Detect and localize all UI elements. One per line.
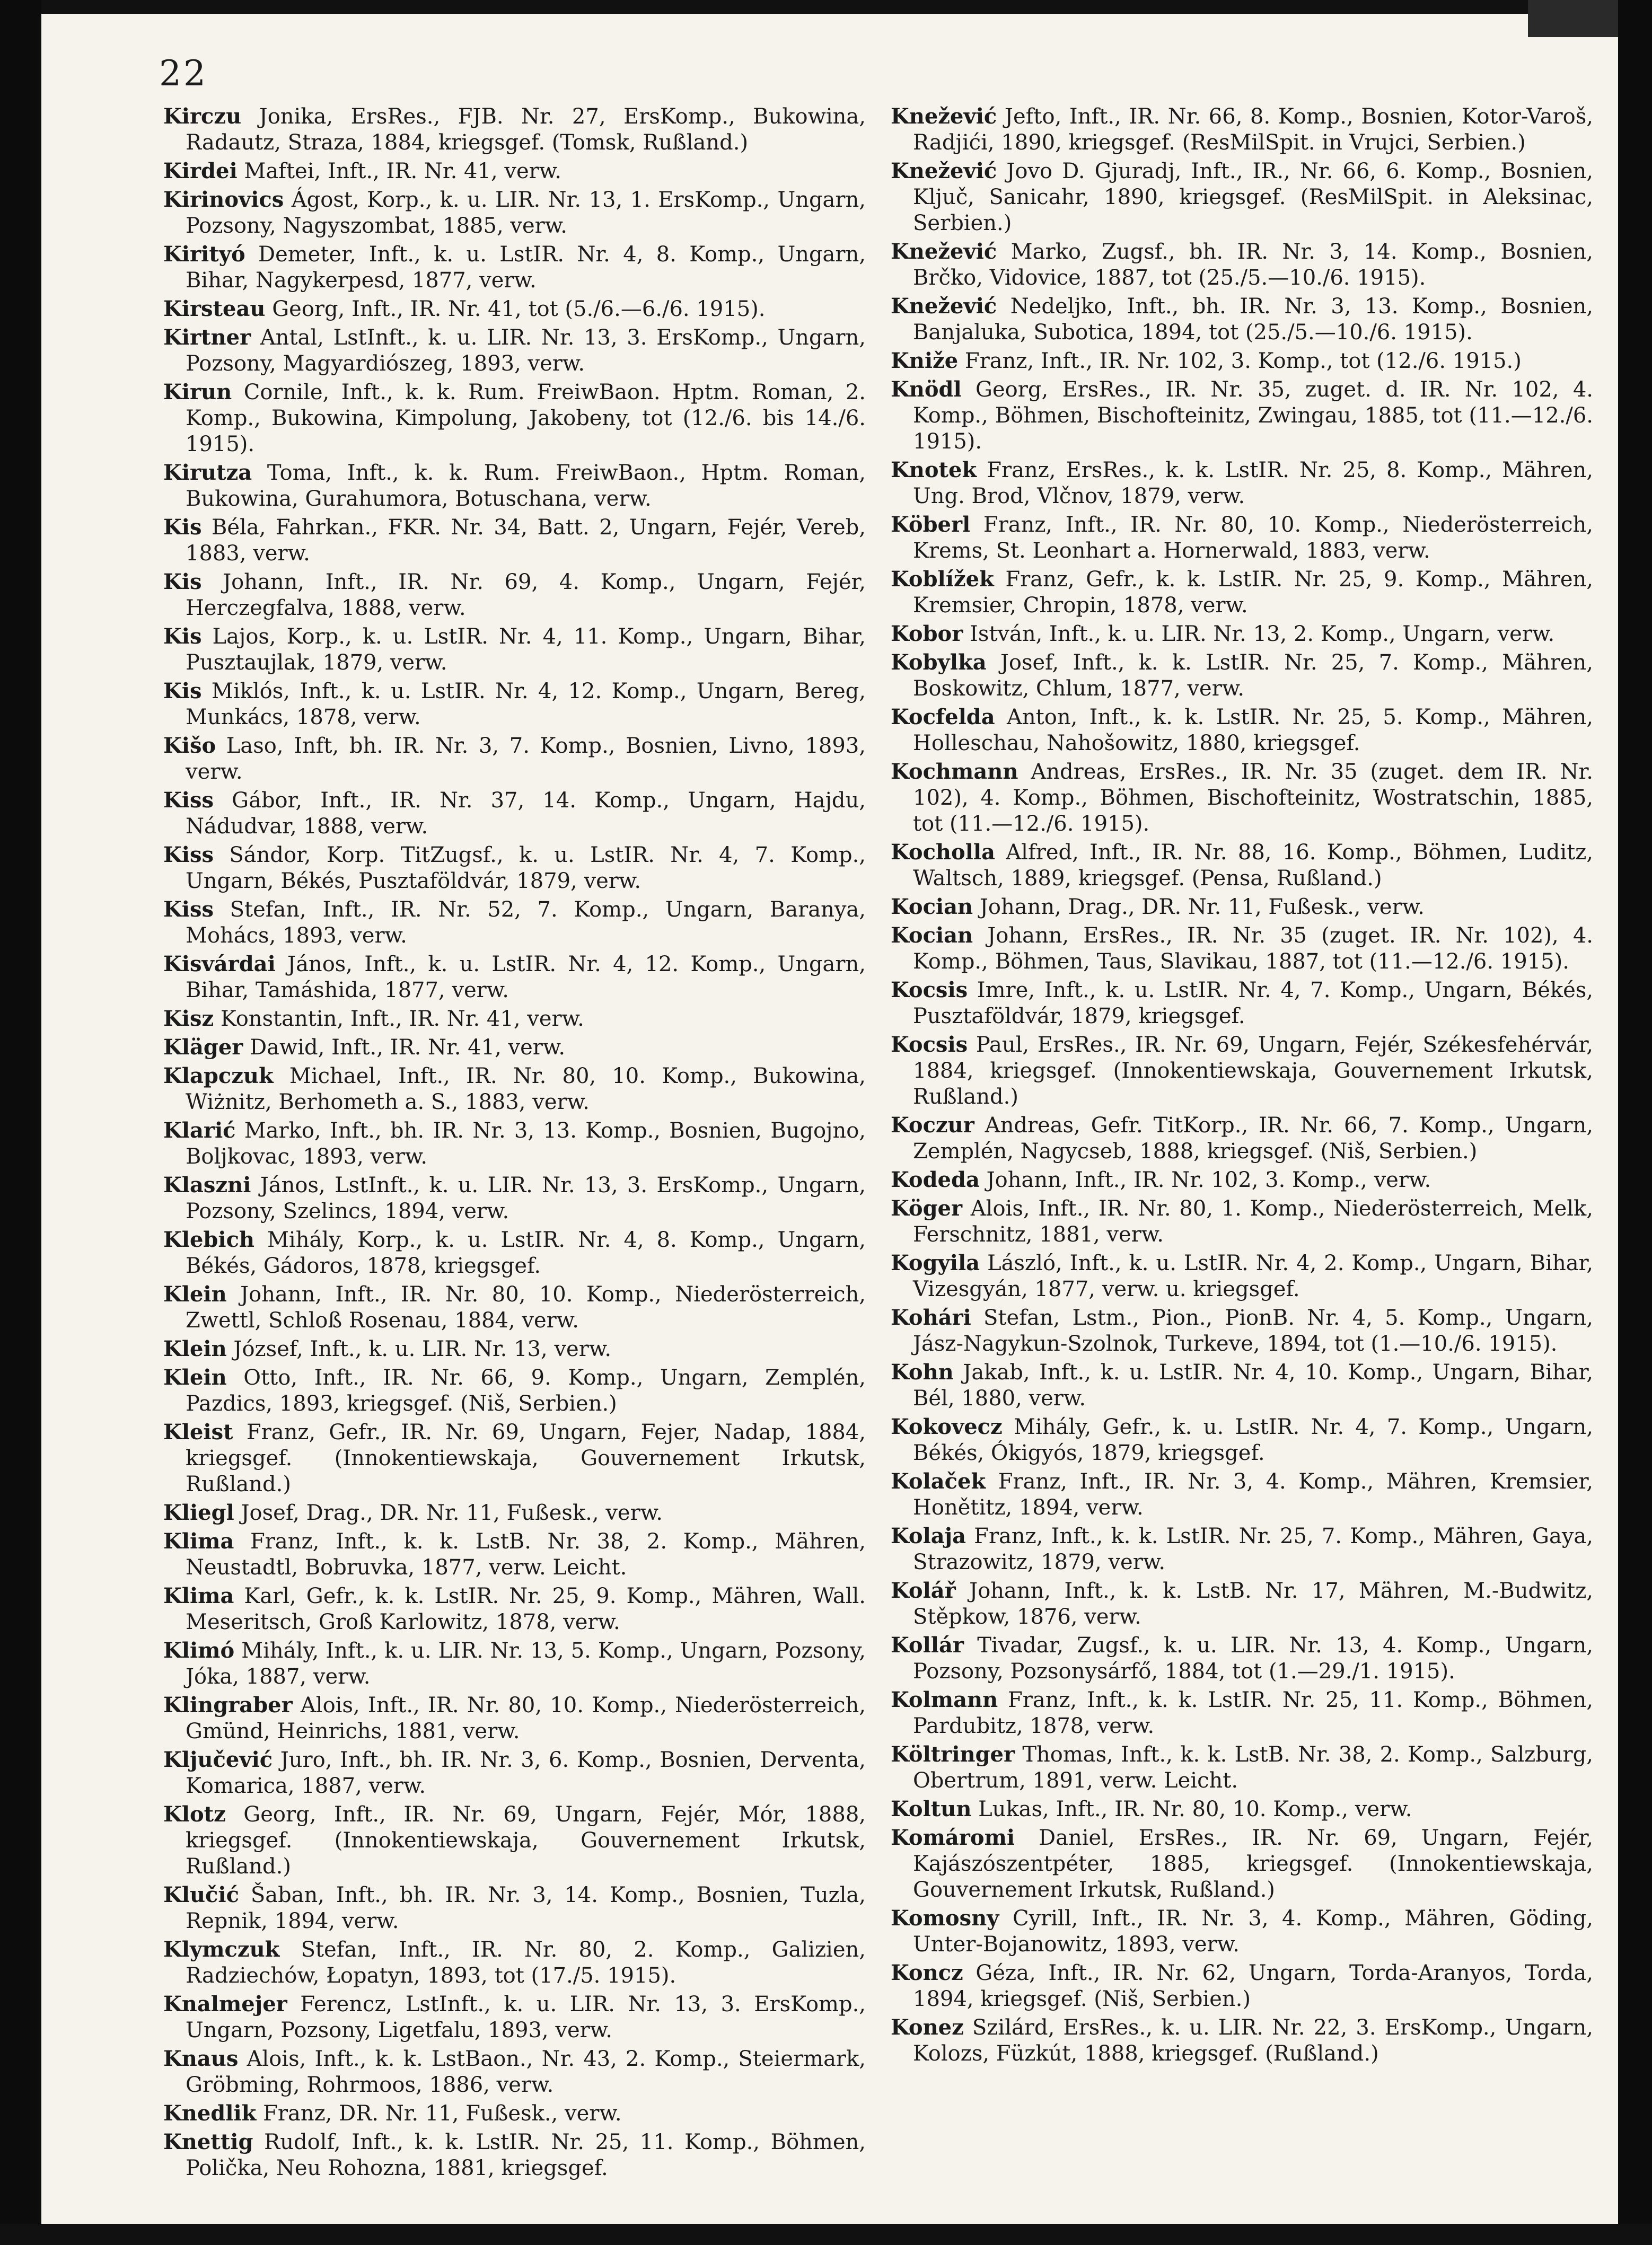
entry-details: Maftei, Inft., IR. Nr. 41, verw. (237, 159, 561, 183)
entry-surname: Kišo (163, 733, 216, 758)
entry-details: Franz, Inft., k. k. LstIR. Nr. 25, 11. Komp., Böhmen, Pardubitz, 1878, verw. (913, 1688, 1593, 1738)
entry-surname: Kirutza (163, 460, 252, 485)
entry-surname: Kollár (891, 1633, 964, 1658)
entry-surname: Kolář (891, 1578, 956, 1603)
entry-surname: Klotz (163, 1802, 226, 1827)
entry-details: Toma, Inft., k. k. Rum. FreiwBaon., Hptm. Roman, Bukowina, Gurahumora, Botuschana, verw. (186, 461, 866, 511)
entry-details: Johann, Inft., IR. Nr. 80, 10. Komp., Niederösterreich, Zwettl, Schloß Rosenau, 1884, verw. (186, 1282, 866, 1333)
entry-surname: Kogyila (891, 1251, 980, 1275)
entry-details: Mihály, Gefr., k. u. LstIR. Nr. 4, 7. Komp., Ungarn, Békés, Ókigyós, 1879, kriegsgef. (913, 1415, 1593, 1465)
entry-surname: Kiss (163, 788, 214, 813)
entry-details: Tivadar, Zugsf., k. u. LIR. Nr. 13, 4. Komp., Ungarn, Pozsony, Pozsonysárfő, 1884, tot (1.—29./1. 1915). (913, 1633, 1593, 1684)
entry-surname: Knotek (891, 457, 977, 482)
scan-border-right (1618, 0, 1652, 2245)
register-entry (891, 1468, 1593, 1521)
register-entry (163, 623, 866, 676)
register-entry (163, 678, 866, 730)
register-entry (891, 1359, 1593, 1412)
register-entry (163, 1583, 866, 1635)
entry-surname: Klaszni (163, 1173, 251, 1198)
entry-surname: Kocian (891, 894, 973, 919)
entry-surname: Klebich (163, 1227, 255, 1252)
entry-details: Cornile, Inft., k. k. Rum. FreiwBaon. Hptm. Roman, 2. Komp., Bukowina, Kimpolung, Jakobeny, tot (12./6. bis 14./6. 1915). (186, 380, 866, 456)
entry-details: Marko, Inft., bh. IR. Nr. 3, 13. Komp., Bosnien, Bugojno, Boljkovac, 1893, verw. (186, 1119, 866, 1169)
page-number: 22 (159, 53, 208, 94)
entry-details: Georg, ErsRes., IR. Nr. 35, zuget. d. IR. Nr. 102, 4. Komp., Böhmen, Bischofteinitz, Zwingau, 1885, tot (11.—12./6. 1915). (913, 377, 1593, 454)
register-entry (891, 293, 1593, 346)
entry-details: Demeter, Inft., k. u. LstIR. Nr. 4, 8. Komp., Ungarn, Bihar, Nagykerpesd, 1877, verw. (186, 242, 866, 293)
entry-surname: Kis (163, 679, 202, 703)
register-entry (163, 1528, 866, 1581)
register-entry (163, 787, 866, 840)
register-entry (891, 977, 1593, 1029)
entry-surname: Kohári (891, 1305, 971, 1330)
entry-surname: Kliegl (163, 1500, 234, 1525)
register-entry (163, 733, 866, 785)
register-entry (163, 2046, 866, 2098)
entry-surname: Klima (163, 1583, 234, 1608)
register-entry (163, 2129, 866, 2181)
entry-surname: Koncz (891, 1960, 963, 1985)
entry-surname: Kleist (163, 1420, 233, 1445)
register-entry (891, 158, 1593, 236)
entry-details: Paul, ErsRes., IR. Nr. 69, Ungarn, Fejér, Székesfehérvár, 1884, kriegsgef. (Innokentiewskaja, Gouvernement Irkutsk, Rußland.) (913, 1033, 1593, 1109)
register-entry (163, 460, 866, 512)
entry-surname: Kirinovics (163, 187, 284, 212)
register-entry (891, 1523, 1593, 1575)
register-entry (891, 1960, 1593, 2012)
entry-details: Georg, Inft., IR. Nr. 69, Ungarn, Fejér, Mór, 1888, kriegsgef. (Innokentiewskaja, Gouvernement Irkutsk, Rußland.) (186, 1802, 866, 1879)
entry-details: Mihály, Korp., k. u. LstIR. Nr. 4, 8. Komp., Ungarn, Békés, Gádoros, 1878, kriegsgef. (186, 1228, 866, 1278)
register-entry (891, 1195, 1593, 1248)
register-entry (891, 376, 1593, 455)
register-entry (891, 1305, 1593, 1357)
entry-surname: Kobor (891, 621, 963, 646)
entry-details: Stefan, Inft., IR. Nr. 52, 7. Komp., Ungarn, Baranya, Mohács, 1893, verw. (186, 897, 866, 948)
register-entry (891, 922, 1593, 975)
register-entry (163, 158, 866, 184)
register-entry (891, 348, 1593, 374)
entry-details: Miklós, Inft., k. u. LstIR. Nr. 4, 12. Komp., Ungarn, Bereg, Munkács, 1878, verw. (186, 679, 866, 729)
entry-surname: Klapczuk (163, 1063, 274, 1088)
entry-surname: Kisvárdai (163, 952, 276, 976)
entry-surname: Klučić (163, 1882, 239, 1907)
entry-details: Antal, LstInft., k. u. LIR. Nr. 13, 3. ErsKomp., Ungarn, Pozsony, Magyardiószeg, 1893, verw. (186, 325, 866, 376)
register-entry (163, 1936, 866, 1989)
entry-surname: Kläger (163, 1035, 243, 1060)
register-entry (891, 566, 1593, 619)
entry-details: Mihály, Inft., k. u. LIR. Nr. 13, 5. Komp., Ungarn, Pozsony, Jóka, 1887, verw. (186, 1639, 866, 1689)
entry-surname: Kolaja (891, 1524, 966, 1548)
entry-surname: Knežević (891, 294, 997, 319)
entry-surname: Klima (163, 1529, 234, 1554)
register-entry (163, 514, 866, 567)
register-entry (163, 1006, 866, 1032)
register-entry (891, 1250, 1593, 1302)
entry-details: Lukas, Inft., IR. Nr. 80, 10. Komp., verw. (971, 1797, 1412, 1821)
entry-details: Georg, Inft., IR. Nr. 41, tot (5./6.—6./6. 1915). (265, 297, 766, 321)
register-entry (891, 1167, 1593, 1193)
register-entry (163, 1281, 866, 1334)
entry-surname: Kirsteau (163, 296, 266, 321)
register-entry (163, 1692, 866, 1745)
entry-details: Otto, Inft., IR. Nr. 66, 9. Komp., Ungarn, Zemplén, Pazdics, 1893, kriegsgef. (Niš, Serbien.) (186, 1366, 866, 1416)
entry-surname: Klein (163, 1282, 227, 1307)
entry-details: Johann, Drag., DR. Nr. 11, Fußesk., verw. (973, 895, 1425, 919)
entry-surname: Kocsis (891, 1032, 968, 1057)
entry-surname: Kniže (891, 348, 959, 373)
entry-surname: Kisz (163, 1006, 214, 1031)
entry-surname: Klimó (163, 1638, 235, 1663)
entry-surname: Kodeda (891, 1167, 980, 1192)
entry-details: Johann, Inft., IR. Nr. 102, 3. Komp., verw. (979, 1168, 1431, 1192)
entry-surname: Komáromi (891, 1825, 1015, 1850)
entry-details: Franz, Gefr., k. k. LstIR. Nr. 25, 9. Komp., Mähren, Kremsier, Chropin, 1878, verw. (913, 567, 1593, 618)
register-entry (163, 1637, 866, 1690)
entry-details: Franz, Inft., IR. Nr. 3, 4. Komp., Mähren, Kremsier, Honětitz, 1894, verw. (913, 1469, 1593, 1520)
entry-details: Franz, Inft., IR. Nr. 80, 10. Komp., Niederösterreich, Krems, St. Leonhart a. Hornerwald, 1883, verw. (913, 513, 1593, 563)
entry-surname: Klein (163, 1336, 227, 1361)
register-entry (891, 1687, 1593, 1739)
entry-surname: Kobylka (891, 650, 987, 675)
entry-surname: Knežević (891, 159, 997, 183)
entry-details: Daniel, ErsRes., IR. Nr. 69, Ungarn, Fejér, Kajászószentpéter, 1885, kriegsgef. (Innokentiewskaja, Gouvernement Irkutsk, Rußland.) (913, 1826, 1593, 1902)
entry-surname: Knežević (891, 239, 997, 264)
entry-details: Marko, Zugsf., bh. IR. Nr. 3, 14. Komp., Bosnien, Brčko, Vidovice, 1887, tot (25./5.—10./6. 1915). (913, 240, 1593, 290)
entry-details: Jefto, Inft., IR. Nr. 66, 8. Komp., Bosnien, Kotor-Varoš, Radjići, 1890, kriegsgef. (ResMilSpit. in Vrujci, Serbien.) (913, 104, 1593, 155)
entry-surname: Koczur (891, 1113, 974, 1138)
register-entry (891, 103, 1593, 156)
entry-surname: Köberl (891, 512, 971, 537)
entry-surname: Kocsis (891, 978, 968, 1002)
register-entry (163, 1034, 866, 1061)
register-entry (163, 1882, 866, 1934)
entry-surname: Klymczuk (163, 1937, 280, 1962)
register-entry (163, 1227, 866, 1279)
right-column (891, 103, 1593, 2069)
entry-details: Ferencz, LstInft., k. u. LIR. Nr. 13, 3. ErsKomp., Ungarn, Pozsony, Ligetfalu, 1893, verw. (186, 1992, 866, 2042)
entry-details: Sándor, Korp. TitZugsf., k. u. LstIR. Nr. 4, 7. Komp., Ungarn, Békés, Pusztaföldvár, 1879, verw. (186, 843, 866, 893)
entry-surname: Kiss (163, 842, 214, 867)
register-entry (163, 1500, 866, 1526)
register-entry (891, 1796, 1593, 1823)
scan-border-top (0, 0, 1652, 14)
register-entry (163, 1172, 866, 1225)
entry-details: Ágost, Korp., k. u. LIR. Nr. 13, 1. ErsKomp., Ungarn, Pozsony, Nagyszombat, 1885, verw. (186, 188, 866, 238)
entry-details: Juro, Inft., bh. IR. Nr. 3, 6. Komp., Bosnien, Derventa, Komarica, 1887, verw. (186, 1748, 866, 1798)
entry-details: László, Inft., k. u. LstIR. Nr. 4, 2. Komp., Ungarn, Bihar, Vizesgyán, 1877, verw. u. kriegsgef. (913, 1251, 1593, 1301)
entry-surname: Konez (891, 2015, 964, 2040)
entry-details: Nedeljko, Inft., bh. IR. Nr. 3, 13. Komp., Bosnien, Banjaluka, Subotica, 1894, tot (25./5.—10./6. 1915). (913, 294, 1593, 345)
register-entry (891, 1578, 1593, 1630)
register-entry (891, 1905, 1593, 1958)
entry-surname: Klein (163, 1365, 227, 1390)
register-entry (891, 759, 1593, 837)
entry-details: Johann, Inft., k. k. LstB. Nr. 17, Mähren, M.-Budwitz, Stěpkow, 1876, verw. (913, 1579, 1593, 1629)
register-entry (891, 1032, 1593, 1110)
register-entry (891, 621, 1593, 647)
entry-details: Franz, Gefr., IR. Nr. 69, Ungarn, Fejer, Nadap, 1884, kriegsgef. (Innokentiewskaja, Gouvernement Irkutsk, Rußland.) (186, 1420, 866, 1496)
entry-details: Alois, Inft., IR. Nr. 80, 1. Komp., Niederösterreich, Melk, Ferschnitz, 1881, verw. (913, 1196, 1593, 1247)
entry-details: Franz, Inft., IR. Nr. 102, 3. Komp., tot (12./6. 1915.) (958, 349, 1522, 373)
entry-surname: Kocfelda (891, 705, 995, 729)
entry-details: Laso, Inft, bh. IR. Nr. 3, 7. Komp., Bosnien, Livno, 1893, verw. (186, 734, 866, 784)
register-entry (163, 379, 866, 457)
entry-details: Jonika, ErsRes., FJB. Nr. 27, ErsKomp., Bukowina, Radautz, Straza, 1884, kriegsgef. (Tomsk, Rußland.) (186, 104, 866, 155)
entry-details: Franz, Inft., k. k. LstB. Nr. 38, 2. Komp., Mähren, Neustadtl, Bobruvka, 1877, verw. Leicht. (186, 1529, 866, 1580)
register-entry (163, 1419, 866, 1498)
entry-details: Anton, Inft., k. k. LstIR. Nr. 25, 5. Komp., Mähren, Holleschau, Nahošowitz, 1880, kriegsgef. (913, 705, 1593, 755)
entry-surname: Kirun (163, 380, 232, 404)
register-entry (891, 649, 1593, 702)
entry-surname: Knežević (891, 104, 997, 129)
register-entry (163, 241, 866, 294)
register-entry (163, 1117, 866, 1170)
entry-surname: Knedlik (163, 2101, 257, 2126)
entry-details: Béla, Fahrkan., FKR. Nr. 34, Batt. 2, Ungarn, Fejér, Vereb, 1883, verw. (186, 515, 866, 566)
register-entry (163, 842, 866, 894)
entry-details: Imre, Inft., k. u. LstIR. Nr. 4, 7. Komp., Ungarn, Békés, Pusztaföldvár, 1879, kriegsgef. (913, 978, 1593, 1028)
entry-surname: Kis (163, 569, 202, 594)
register-entry (163, 1747, 866, 1799)
register-entry (163, 2100, 866, 2127)
register-entry (163, 296, 866, 322)
register-entry (163, 896, 866, 949)
entry-surname: Kohn (891, 1360, 954, 1385)
register-entry (891, 239, 1593, 291)
scan-corner-mark (1528, 0, 1618, 37)
entry-surname: Kis (163, 515, 202, 540)
entry-details: Konstantin, Inft., IR. Nr. 41, verw. (214, 1007, 584, 1031)
register-entry (891, 512, 1593, 564)
entry-surname: Knalmejer (163, 1992, 287, 2017)
entry-details: Stefan, Inft., IR. Nr. 80, 2. Komp., Galizien, Radziechów, Łopatyn, 1893, tot (17./5. 1915). (186, 1938, 866, 1988)
entry-details: Gábor, Inft., IR. Nr. 37, 14. Komp., Ungarn, Hajdu, Nádudvar, 1888, verw. (186, 788, 866, 839)
entry-details: Szilárd, ErsRes., k. u. LIR. Nr. 22, 3. ErsKomp., Ungarn, Kolozs, Füzkút, 1888, kriegsgef. (Rußland.) (913, 2015, 1593, 2066)
register-entry (891, 1741, 1593, 1794)
entry-surname: Kis (163, 624, 202, 649)
register-entry (163, 569, 866, 621)
entry-surname: Költringer (891, 1742, 1015, 1767)
entry-details: Alois, Inft., IR. Nr. 80, 10. Komp., Niederösterreich, Gmünd, Heinrichs, 1881, verw. (186, 1693, 866, 1744)
entry-details: Alfred, Inft., IR. Nr. 88, 16. Komp., Böhmen, Luditz, Waltsch, 1889, kriegsgef. (Pensa, Rußland.) (913, 840, 1593, 891)
entry-surname: Köger (891, 1196, 963, 1221)
entry-details: Jovo D. Gjuradj, Inft., IR., Nr. 66, 6. Komp., Bosnien, Ključ, Sanicahr, 1890, kriegsgef. (ResMilSpit. in Aleksinac, Serbien.) (913, 159, 1593, 235)
entry-details: Lajos, Korp., k. u. LstIR. Nr. 4, 11. Komp., Ungarn, Bihar, Pusztaujlak, 1879, verw. (186, 624, 866, 675)
entry-details: Andreas, Gefr. TitKorp., IR. Nr. 66, 7. Komp., Ungarn, Zemplén, Nagycseb, 1888, kriegsgef. (Niš, Serbien.) (913, 1113, 1593, 1164)
entry-surname: Kolmann (891, 1687, 998, 1712)
entry-details: Cyrill, Inft., IR. Nr. 3, 4. Komp., Mähren, Göding, Unter-Bojanowitz, 1893, verw. (913, 1906, 1593, 1957)
entry-details: István, Inft., k. u. LIR. Nr. 13, 2. Komp., Ungarn, verw. (963, 622, 1555, 646)
register-entry (163, 103, 866, 156)
entry-details: Franz, Inft., k. k. LstIR. Nr. 25, 7. Komp., Mähren, Gaya, Strazowitz, 1879, verw. (913, 1524, 1593, 1574)
entry-surname: Ključević (163, 1747, 273, 1772)
entry-surname: Koltun (891, 1797, 972, 1821)
entry-surname: Kocholla (891, 840, 995, 865)
scan-border-bottom (0, 2224, 1652, 2245)
scan-border-left (0, 0, 41, 2245)
entry-surname: Komosny (891, 1906, 999, 1931)
entry-details: János, LstInft., k. u. LIR. Nr. 13, 3. ErsKomp., Ungarn, Pozsony, Szelincs, 1894, verw. (186, 1173, 866, 1223)
entry-details: Michael, Inft., IR. Nr. 80, 10. Komp., Bukowina, Wiżnitz, Berhometh a. S., 1883, verw. (186, 1064, 866, 1114)
entry-details: Jakab, Inft., k. u. LstIR. Nr. 4, 10. Komp., Ungarn, Bihar, Bél, 1880, verw. (913, 1360, 1593, 1411)
entry-surname: Kiss (163, 897, 214, 922)
entry-details: Johann, Inft., IR. Nr. 69, 4. Komp., Ungarn, Fejér, Herczegfalva, 1888, verw. (186, 570, 866, 620)
register-entry (891, 1414, 1593, 1466)
entry-details: Johann, ErsRes., IR. Nr. 35 (zuget. IR. Nr. 102), 4. Komp., Böhmen, Taus, Slavikau, 1887, tot (11.—12./6. 1915). (913, 923, 1593, 974)
entry-details: Géza, Inft., IR. Nr. 62, Ungarn, Torda-Aranyos, Torda, 1894, kriegsgef. (Niš, Serbien.) (913, 1961, 1593, 2011)
entry-details: Alois, Inft., k. k. LstBaon., Nr. 43, 2. Komp., Steiermark, Gröbming, Rohrmoos, 1886, verw. (186, 2047, 866, 2097)
entry-details: Franz, ErsRes., k. k. LstIR. Nr. 25, 8. Komp., Mähren, Ung. Brod, Vlčnov, 1879, verw. (913, 458, 1593, 508)
register-entry (891, 704, 1593, 756)
register-entry (891, 839, 1593, 892)
left-column (163, 103, 866, 2184)
entry-surname: Kirczu (163, 104, 242, 129)
register-entry (163, 1336, 866, 1362)
entry-surname: Klingraber (163, 1693, 293, 1718)
register-entry (163, 1991, 866, 2044)
entry-surname: Knödl (891, 377, 962, 402)
entry-surname: Kokovecz (891, 1414, 1003, 1439)
entry-details: János, Inft., k. u. LstIR. Nr. 4, 12. Komp., Ungarn, Bihar, Tamáshida, 1877, verw. (186, 952, 866, 1002)
entry-surname: Kirityó (163, 242, 245, 267)
entry-details: Josef, Inft., k. k. LstIR. Nr. 25, 7. Komp., Mähren, Boskowitz, Chlum, 1877, verw. (913, 650, 1593, 701)
entry-details: Dawid, Inft., IR. Nr. 41, verw. (243, 1035, 566, 1060)
register-entry (163, 1364, 866, 1417)
register-entry (891, 894, 1593, 920)
entry-surname: Klarić (163, 1118, 236, 1143)
entry-details: Šaban, Inft., bh. IR. Nr. 3, 14. Komp., Bosnien, Tuzla, Repnik, 1894, verw. (186, 1883, 866, 1933)
entry-details: Karl, Gefr., k. k. LstIR. Nr. 25, 9. Komp., Mähren, Wall. Meseritsch, Groß Karlowitz, 1878, verw. (186, 1584, 866, 1634)
entry-surname: Kochmann (891, 759, 1018, 784)
entry-surname: Knettig (163, 2129, 253, 2154)
entry-surname: Kirdei (163, 159, 238, 183)
register-entry (891, 457, 1593, 509)
register-entry (891, 2014, 1593, 2067)
entry-surname: Kocian (891, 923, 973, 948)
register-entry (163, 1801, 866, 1880)
register-entry (891, 1632, 1593, 1685)
register-entry (891, 1825, 1593, 1903)
entry-details: Josef, Drag., DR. Nr. 11, Fußesk., verw. (234, 1501, 663, 1525)
entry-details: József, Inft., k. u. LIR. Nr. 13, verw. (226, 1337, 612, 1361)
entry-details: Rudolf, Inft., k. k. LstIR. Nr. 25, 11. Komp., Böhmen, Polička, Neu Rohozna, 1881, kriegsgef. (186, 2130, 866, 2180)
entry-details: Thomas, Inft., k. k. LstB. Nr. 38, 2. Komp., Salzburg, Obertrum, 1891, verw. Leicht. (913, 1742, 1593, 1793)
entry-surname: Kolaček (891, 1469, 986, 1494)
register-entry (163, 1063, 866, 1115)
register-entry (163, 187, 866, 239)
entry-surname: Koblížek (891, 567, 994, 592)
entry-details: Franz, DR. Nr. 11, Fußesk., verw. (256, 2101, 622, 2126)
register-entry (163, 324, 866, 377)
entry-details: Stefan, Lstm., Pion., PionB. Nr. 4, 5. Komp., Ungarn, Jász-Nagykun-Szolnok, Turkeve, 1894, tot (1.—10./6. 1915). (913, 1306, 1593, 1356)
entry-surname: Kirtner (163, 325, 251, 350)
register-entry (163, 951, 866, 1003)
entry-surname: Knaus (163, 2046, 239, 2071)
register-entry (891, 1112, 1593, 1165)
entry-details: Andreas, ErsRes., IR. Nr. 35 (zuget. dem IR. Nr. 102), 4. Komp., Böhmen, Bischofteinitz, Wostratschin, 1885, tot (11.—12./6. 1915). (913, 760, 1593, 836)
